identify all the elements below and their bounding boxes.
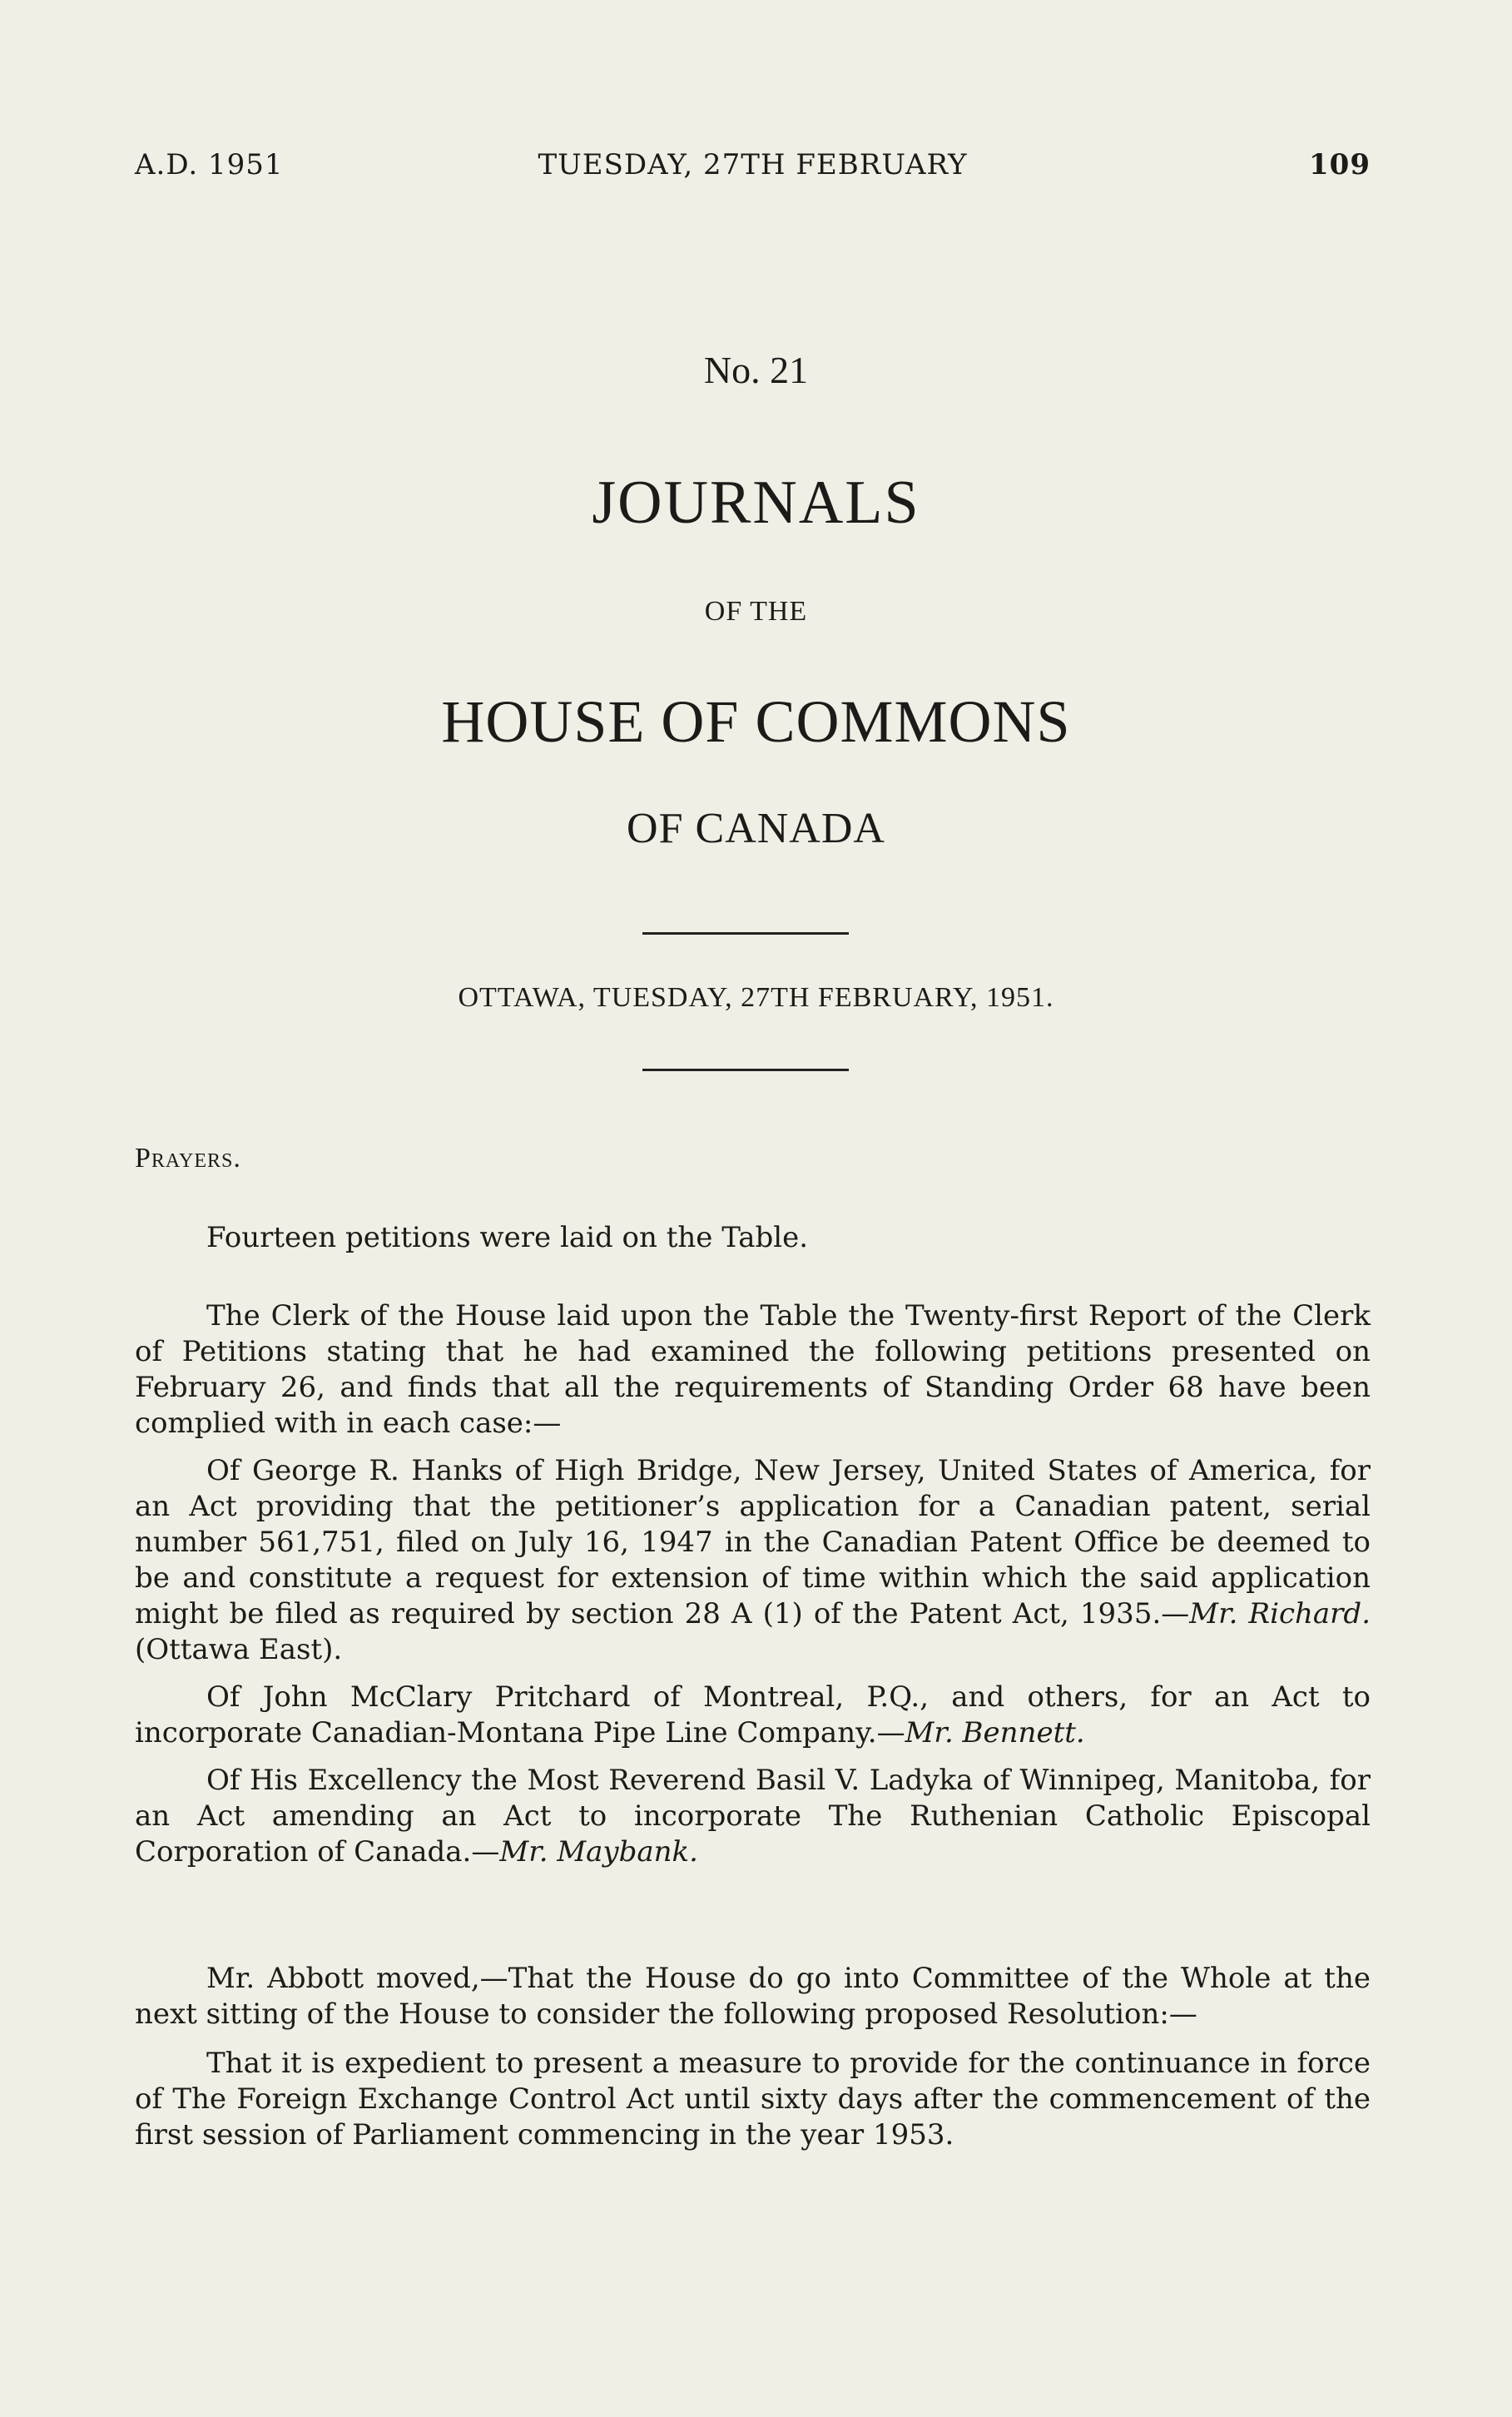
of-canada-heading: OF CANADA [627,805,885,852]
petition-text: Of His Excellency the Most Reverend Basil V. Ladyka of Winnipeg, Manitoba, for an Act amending an Act to incorporate The Ruthenian Catholic Episcopal Corporation of Canada.— [135,1764,1371,1869]
paragraph-petitions-laid [135,1220,1371,1256]
petition-tail: (Ottawa East). [135,1633,343,1666]
running-head-year: A.D. 1951 [135,148,284,181]
running-head-date: TUESDAY, 27TH FEBRUARY [538,148,968,181]
petition-text: Of George R. Hanks of High Bridge, New Jersey, United States of America, for an Act providing that the petitioner’s application for a Canadian patent, serial number 561,751, filed on July 16, 1947 in the Canadian Patent Office be deemed to be and constitute a request for extension of time within which the said application might be filed as required by section 28 A (1) of the Patent Act, 1935.— [135,1454,1371,1630]
paragraph-text [135,1763,1371,1870]
dateline: OTTAWA, TUESDAY, 27TH FEBRUARY, 1951. [458,982,1054,1013]
member-name: Mr. Maybank. [499,1835,698,1869]
paragraph-petition-pritchard [135,1680,1371,1751]
paragraph-resolution [135,2046,1371,2153]
paragraph-abbott-motion [135,1961,1371,2032]
prayers-heading: Prayers. [135,1143,241,1174]
divider-rule-bottom [642,1069,849,1071]
page-number: 109 [1309,148,1371,181]
paragraph-clerk-report [135,1298,1371,1442]
house-of-commons-heading: HOUSE OF COMMONS [441,688,1071,755]
paragraph-text [135,1680,1371,1751]
journals-heading: JOURNALS [592,469,920,537]
paragraph-text: The Clerk of the House laid upon the Table the Twenty-first Report of the Clerk of Petitions stating that he had examined the following petitions presented on February 26, and finds that all the requirements of Standing Order 68 have been complied with in each case:— [135,1299,1371,1440]
of-the-heading: OF THE [704,596,808,627]
divider-rule-top [642,932,849,935]
paragraph-text: Mr. Abbott moved,—That the House do go into Committee of the Whole at the next sitting of the House to consider the following proposed Resolution:— [135,1962,1371,2031]
paragraph-text: That it is expedient to present a measure to provide for the continuance in force of The Foreign Exchange Control Act until sixty days after the commencement of the first session of Parliament commencing in the year 1953. [135,2047,1371,2151]
member-name: Mr. Richard. [1189,1597,1371,1630]
paragraph-petition-ladyka [135,1763,1371,1870]
member-name: Mr. Bennett. [905,1716,1085,1749]
issue-number: No. 21 [703,349,809,391]
petition-text: Of John McClary Pritchard of Montreal, P.Q., and others, for an Act to incorporate Canadian-Montana Pipe Line Company.— [135,1680,1371,1749]
paragraph-text [135,1453,1371,1668]
running-head [135,148,1371,190]
paragraph-petition-hanks [135,1453,1371,1668]
paragraph-text: Fourteen petitions were laid on the Table. [206,1221,809,1254]
